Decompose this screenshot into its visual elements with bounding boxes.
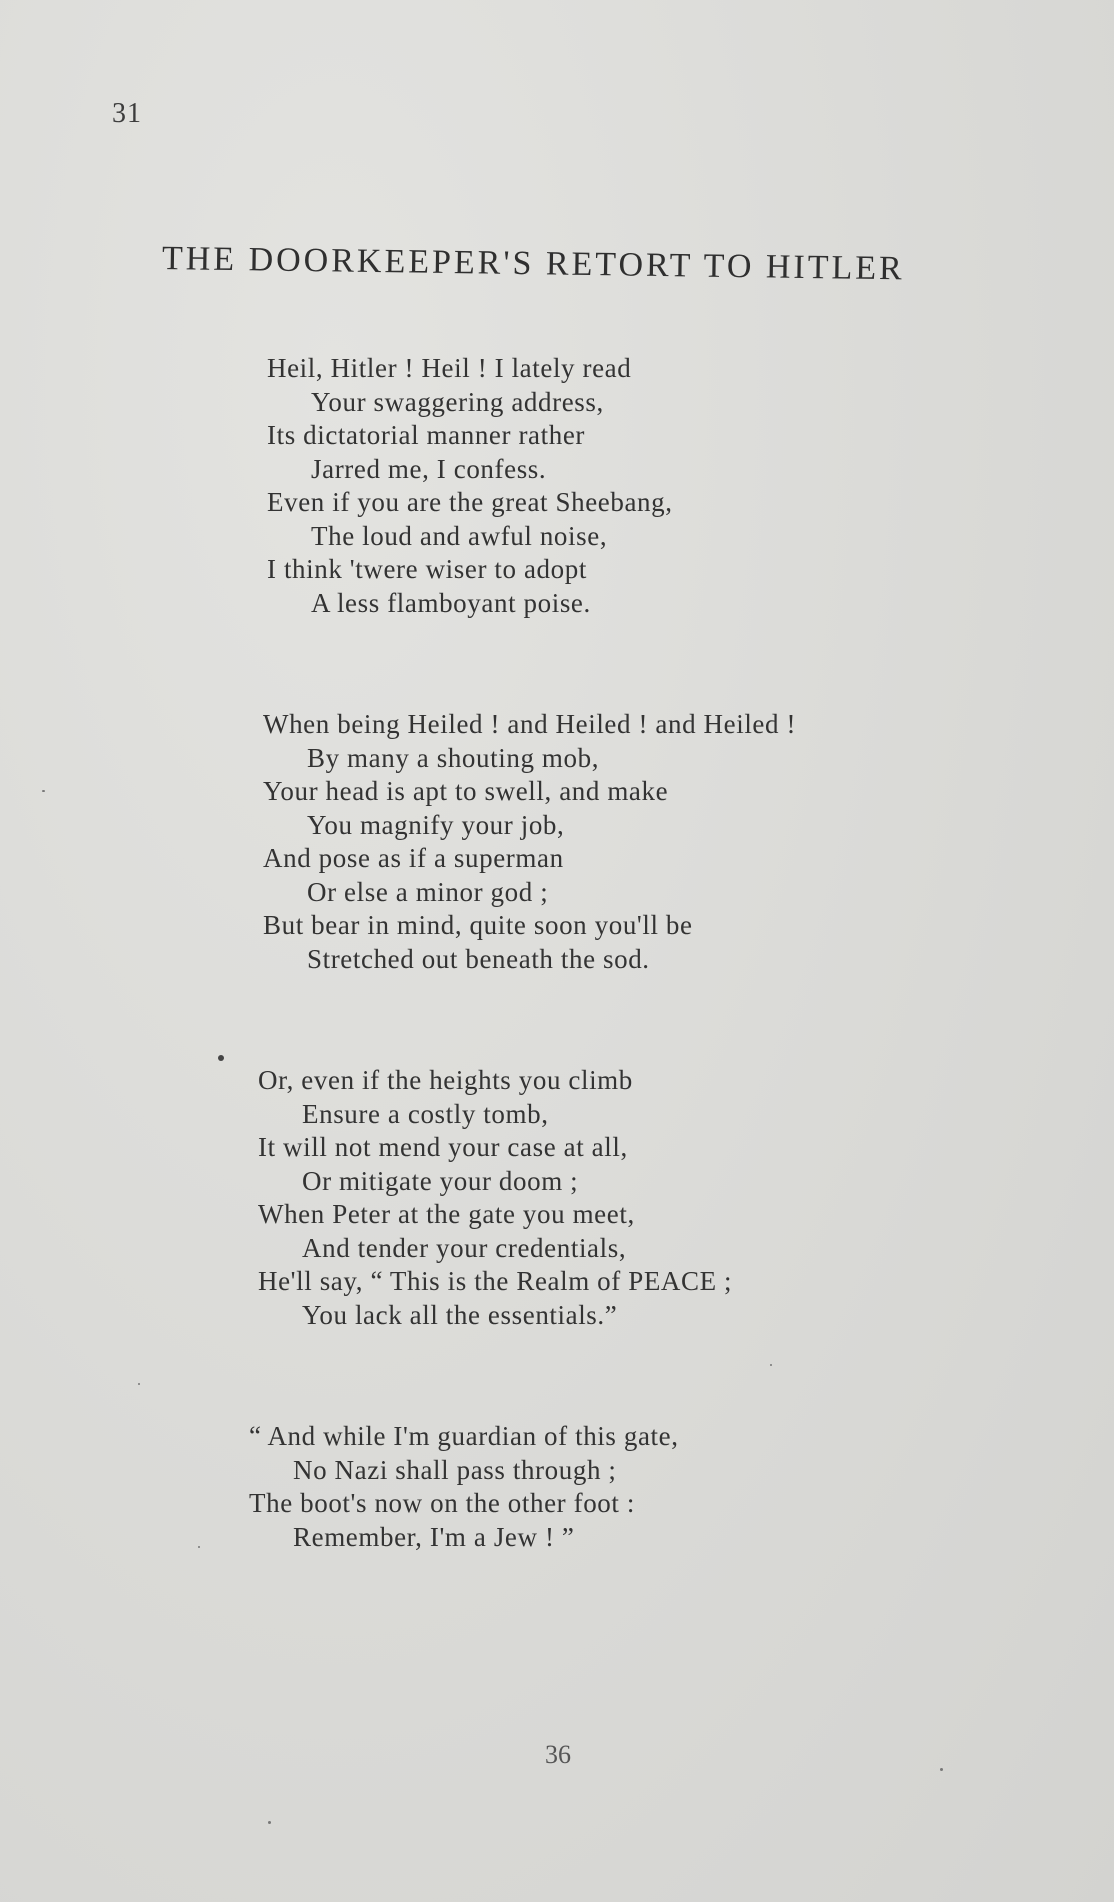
stanza	[267, 352, 975, 620]
paper-speck	[268, 1821, 271, 1824]
stanza	[263, 708, 975, 976]
poem-line: Or mitigate your doom ;	[302, 1165, 579, 1196]
paper-speck	[940, 1768, 943, 1771]
stanza	[258, 1064, 975, 1332]
corner-page-number: 31	[112, 98, 142, 129]
poem-body	[249, 352, 975, 1642]
paper-speck	[198, 1546, 200, 1548]
paper-speck	[770, 1364, 772, 1366]
poem-line: You lack all the essentials.”	[302, 1299, 618, 1330]
poem-line: Jarred me, I confess.	[311, 453, 547, 484]
poem-line: Stretched out beneath the sod.	[307, 943, 650, 974]
poem-line: And pose as if a superman	[263, 843, 564, 873]
paper-speck	[42, 790, 45, 792]
poem-line: By many a shouting mob,	[307, 742, 600, 773]
poem-line: I think 'twere wiser to adopt	[267, 554, 587, 584]
poem-line: Or, even if the heights you climb	[258, 1065, 633, 1095]
poem-line: Remember, I'm a Jew ! ”	[293, 1521, 575, 1552]
poem-line: The loud and awful noise,	[311, 520, 608, 551]
poem-line: A less flamboyant poise.	[311, 587, 591, 618]
poem-line: Or else a minor god ;	[307, 876, 549, 907]
poem-line: You magnify your job,	[307, 809, 565, 840]
poem-line: Even if you are the great Sheebang,	[267, 487, 673, 517]
paper-speck	[138, 1383, 140, 1385]
poem-line: Its dictatorial manner rather	[267, 420, 586, 450]
poem-line: Your swaggering address,	[311, 386, 604, 417]
poem-line: Heil, Hitler ! Heil ! I lately read	[267, 353, 632, 383]
page-number: 36	[545, 1740, 571, 1769]
poem-line: Your head is apt to swell, and make	[263, 776, 669, 806]
poem-line: No Nazi shall pass through ;	[293, 1454, 617, 1485]
margin-bullet-mark	[218, 1055, 224, 1061]
poem-line: He'll say, “ This is the Realm of PEACE ;	[258, 1266, 733, 1296]
poem-line: It will not mend your case at all,	[258, 1132, 628, 1162]
poem-line: When being Heiled ! and Heiled ! and Heiled !	[263, 709, 797, 739]
poem-line: But bear in mind, quite soon you'll be	[263, 910, 693, 940]
poem-line: When Peter at the gate you meet,	[258, 1199, 635, 1229]
stanza	[249, 1420, 975, 1554]
poem-line: The boot's now on the other foot :	[249, 1488, 635, 1518]
poem-line: And tender your credentials,	[302, 1232, 627, 1263]
poem-line: “ And while I'm guardian of this gate,	[249, 1421, 679, 1451]
poem-line: Ensure a costly tomb,	[302, 1098, 549, 1129]
poem-title: THE DOORKEEPER'S RETORT TO HITLER	[161, 240, 906, 288]
